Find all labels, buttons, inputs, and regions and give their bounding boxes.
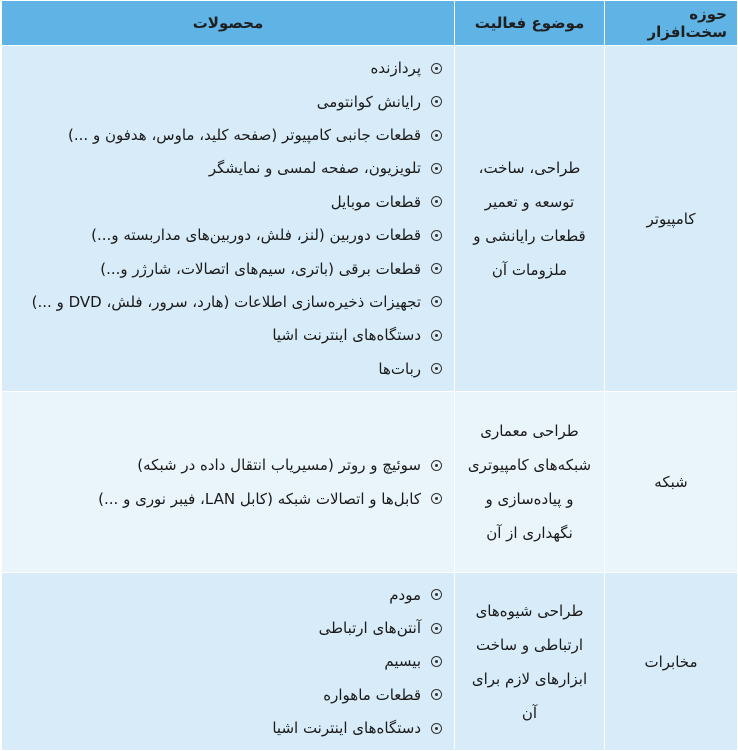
product-label: مودم	[389, 585, 421, 604]
table-row-telecom	[2, 573, 738, 751]
product-label: قطعات دوربین (لنز، فلش، دوربین‌های مداربسته و...)	[91, 226, 421, 245]
activity-cell: طراحی شیوه‌های ارتباطی و ساخت ابزارهای لازم برای آن	[455, 573, 605, 751]
product-label: کابل‌ها و اتصالات شبکه (کابل LAN، فیبر نوری و ...)	[98, 489, 421, 508]
circle-bullet-icon	[431, 230, 442, 241]
list-item	[6, 482, 442, 515]
circle-bullet-icon	[431, 363, 442, 374]
list-item	[6, 319, 442, 352]
circle-bullet-icon	[431, 460, 442, 471]
circle-bullet-icon	[431, 623, 442, 634]
circle-bullet-icon	[431, 493, 442, 504]
circle-bullet-icon	[431, 96, 442, 107]
area-cell: مخابرات	[605, 573, 738, 751]
products-list	[6, 449, 442, 516]
products-cell	[2, 573, 455, 751]
circle-bullet-icon	[431, 296, 442, 307]
circle-bullet-icon	[431, 589, 442, 600]
list-item	[6, 645, 442, 678]
list-item	[6, 352, 442, 385]
product-label: ربات‌ها	[378, 359, 421, 378]
products-cell	[2, 46, 455, 392]
circle-bullet-icon	[431, 689, 442, 700]
list-item	[6, 712, 442, 745]
circle-bullet-icon	[431, 196, 442, 207]
header-area: حوزه سخت‌افزار	[605, 1, 738, 46]
circle-bullet-icon	[431, 656, 442, 667]
header-activity: موضوع فعالیت	[455, 1, 605, 46]
hardware-table	[1, 0, 738, 751]
product-label: تلویزیون، صفحه لمسی و نمایشگر	[208, 159, 421, 178]
list-item	[6, 285, 442, 318]
product-label: آنتن‌های ارتباطی	[318, 619, 421, 638]
circle-bullet-icon	[431, 263, 442, 274]
product-label: رایانش کوانتومی	[316, 92, 421, 111]
circle-bullet-icon	[431, 723, 442, 734]
circle-bullet-icon	[431, 330, 442, 341]
list-item	[6, 219, 442, 252]
list-item	[6, 52, 442, 85]
list-item	[6, 85, 442, 118]
product-label: قطعات ماهواره	[323, 685, 421, 704]
header-row	[2, 1, 738, 46]
list-item	[6, 678, 442, 711]
table-row-network	[2, 392, 738, 573]
products-cell	[2, 392, 455, 573]
area-cell: شبکه	[605, 392, 738, 573]
product-label: قطعات برقی (باتری، سیم‌های اتصالات، شارژر و...)	[100, 259, 421, 278]
product-label: بیسیم	[384, 652, 421, 671]
list-item	[6, 252, 442, 285]
product-label: پردازنده	[370, 59, 421, 78]
list-item	[6, 449, 442, 482]
products-list	[6, 52, 442, 386]
header-products: محصولات	[2, 1, 455, 46]
product-label: تجهیزات ذخیره‌سازی اطلاعات (هارد، سرور، فلش، DVD و ...)	[31, 292, 421, 311]
list-item	[6, 185, 442, 218]
product-label: دستگاه‌های اینترنت اشیا	[272, 719, 421, 738]
list-item	[6, 578, 442, 611]
circle-bullet-icon	[431, 130, 442, 141]
activity-cell: طراحی معماری شبکه‌های کامپیوتری و پیاده‌سازی و نگهداری از آن	[455, 392, 605, 573]
product-label: سوئیچ و روتر (مسیریاب انتقال داده در شبکه)	[137, 456, 421, 475]
product-label: قطعات موبایل	[330, 192, 421, 211]
table-row-computer	[2, 46, 738, 392]
area-cell: کامپیوتر	[605, 46, 738, 392]
list-item	[6, 118, 442, 151]
circle-bullet-icon	[431, 63, 442, 74]
products-list	[6, 578, 442, 745]
activity-cell: طراحی، ساخت، توسعه و تعمیر قطعات رایانشی و ملزومات آن	[455, 46, 605, 392]
product-label: قطعات جانبی کامپیوتر (صفحه کلید، ماوس، هدفون و ...)	[68, 126, 421, 145]
list-item	[6, 611, 442, 644]
circle-bullet-icon	[431, 163, 442, 174]
list-item	[6, 152, 442, 185]
product-label: دستگاه‌های اینترنت اشیا	[272, 326, 421, 345]
